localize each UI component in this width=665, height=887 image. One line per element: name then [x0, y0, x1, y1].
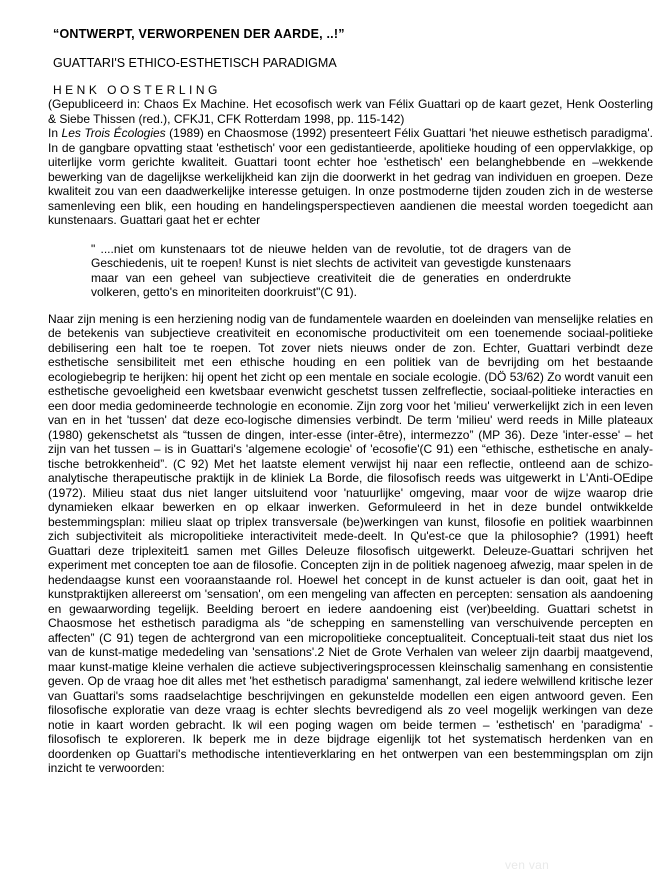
author-name: HENK OOSTERLING	[53, 83, 221, 97]
document-title: “ONTWERPT, VERWORPENEN DER AARDE, ..!”	[53, 27, 345, 41]
document-subtitle: GUATTARI'S ETHICO-ESTHETISCH PARADIGMA	[53, 56, 337, 70]
faded-next-line-fragment: ven van	[505, 858, 550, 872]
paragraph-main: Naar zijn mening is een herziening nodig van de fundamentele waarden en doeleinden van menselijke relaties en de betekenis van subjectieve creativiteit en economische productiviteit om een toenemende sociaal-politieke debilisering een halt toe te roepen. Tot zover niets nieuws onder de zon. Echter, Guattari verbindt deze esthetische sensibiliteit met een ethische houding en een politiek van de bevrijding om het bestaande ecologiebegrip te herijken: hij opent het zicht op een mentale en sociale ecologie. (DÖ 53/62) Zo wordt vanuit een esthetische gevoeligheid een kwetsbaar evenwicht geschetst tussen zelfreflectie, sociaal-politieke interacties en een door media gedomineerde technologie en economie. Zijn zorg voor het 'milieu' verwerkelijkt zich in een leven van en in het 'tussen' dat deze eco-logische dimensies verbindt. De term 'milieu' werd reeds in Mille plateaux (1980) gekenschetst als “tussen de dingen, inter-esse (inter-être), intermezzo” (MP 36). Deze 'inter-esse' – het zijn van het tussen – is in Guattari's 'algemene ecologie' of 'ecosofie'(C 91) een “ethische, esthetische en analy-tische betrokkenheid”. (C 92) Met het laatste element verwijst hij naar een reflectie, ontleend aan de schizo-analytische therapeutische praktijk in de kliniek La Borde, die filosofisch reeds was uitgewerkt in L'Anti-OEdipe (1972). Milieu staat dus niet langer uitsluitend voor 'natuurlijke' omgeving, maar voor de wijze waarop drie dynamieken elkaar bewerken en op elkaar inwerken. Geformuleerd in het in deze bundel ontwikkelde bestemmingsplan: milieu slaat op triplex transversale (be)werkingen van kunst, filosofie en politiek waarbinnen zich subjectiviteit als micropolitieke interactiviteit mede-deelt. In Qu'est-ce que la philosophie? (1991) heeft Guattari deze triplexiteit1 samen met Gilles Deleuze filosofisch uitgewerkt. Deleuze-Guattari schrijven het experiment met concepten toe aan de filosofie. Concepten zijn in de politiek nagenoeg afwezig, maar spelen in de hedendaagse kunst een vooraanstaande rol. Hoewel het concept in de kunst actueler is dan ooit, gaat het in kunstpraktijken allereerst om 'sensation', om een mengeling van affecten en percepten: sensation als aandoening en gewaarwording tegelijk. Beelding beroert en iedere aandoening eist (ver)beelding. Guattari schetst in Chaosmose het esthetisch paradigma als “de schepping en samenstelling van verschuivende percepten en affecten” (C 91) tegen de achtergrond van een micropolitieke conceptualiteit. Conceptuali-teit staat dus niet los van de kunst-matige mededeling van 'sensations'.2 Niet de Grote Verhalen van weleer zijn daarbij maatgevend, maar kunst-matige kleine verhalen die actieve subjectiveringsprocessen kleinschalig samenhang en consistentie geven. Op de vraag hoe dit alles met 'het esthetisch paradigma' samenhangt, zal iedere welwillend kritische lezer van Guattari's soms raadselachtige beschrijvingen en gekunstelde modellen een eigen antwoord geven. Een filosofische exploratie van deze vraag is echter slechts bevredigend als zo veel mogelijk werkingen van deze notie in kaart worden gebracht. Ik wil een poging wagen om beide termen – 'esthetisch' en 'paradigma' - filosofisch te exploreren. Ik beperk me in deze bijdrage eigenlijk tot het systematisch herdenken van en doordenken op Guattari's methodische intentieverklaring en het ontwerpen van een bestemmingsplan om zijn inzicht te verwoorden:	[48, 311, 653, 775]
paragraph-intro-pre: In	[48, 126, 62, 140]
book-title-italic: Les Trois Écologies	[61, 126, 166, 140]
quotation-block: " ....niet om kunstenaars tot de nieuwe helden van de revolutie, tot de dragers van de Geschiedenis, uit te roepen! Kunst is niet slechts de activiteit van gevestigde kunstenaars maar van een geheel van subjectieve creativiteit die de generaties en onderdrukte volkeren, getto's en minoriteiten doorkruist"(C 91).	[91, 241, 571, 299]
paragraph-intro-rest: (1989) en Chaosmose (1992) presenteert Félix Guattari 'het nieuwe esthetisch paradigma'. In de gangbare opvatting staat 'esthetisch' voor een gedistantieerde, apolitieke houding of een oppervlakkige, op uiterlijke vorm gerichte kwaliteit. Guattari toont echter hoe 'esthetisch' een belanghebbende en –wekkende bewerking van de dagelijkse werkelijkheid kan zijn die doorwerkt in het gedrag van individuen en groepen. Deze kwaliteit zou van een daadwerkelijke interesse getuigen. In onze postmoderne tijden zouden zich in de westerse samenleving een blik, een houding en handelingsperspectieven aandienen die meestal worden toegedicht aan kunstenaars. Guattari gaat het er echter	[48, 126, 653, 227]
paragraph-intro	[48, 126, 653, 228]
publication-note: (Gepubliceerd in: Chaos Ex Machine. Het ecosofisch werk van Félix Guattari op de kaart gezet, Henk Oosterling & Siebe Thissen (red.), CFKJ1, CFK Rotterdam 1998, pp. 115-142)	[48, 97, 653, 126]
